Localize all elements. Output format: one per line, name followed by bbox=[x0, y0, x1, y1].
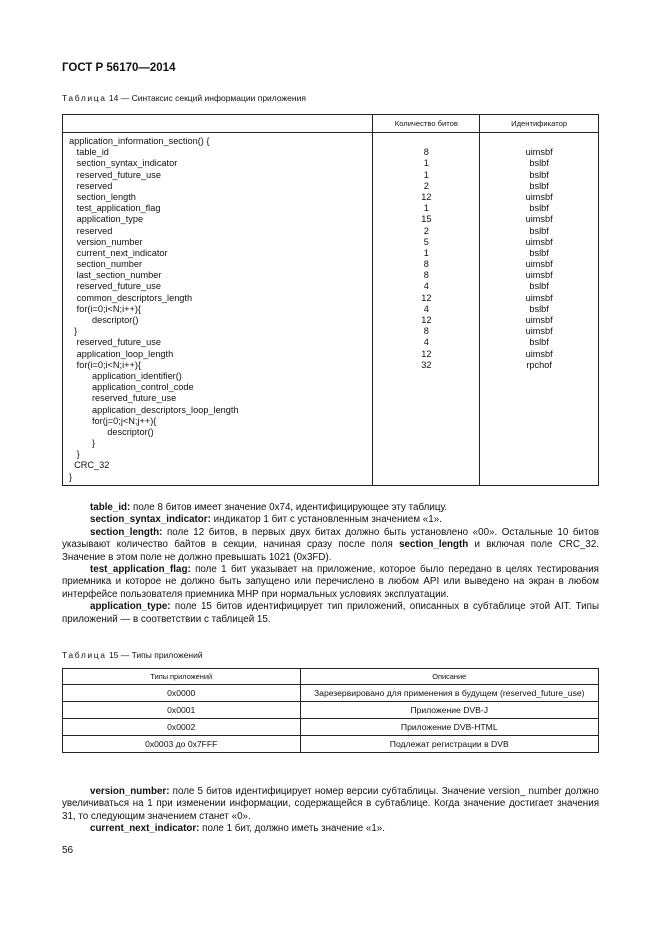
syntax-line: } bbox=[69, 471, 73, 482]
identifier-value: uimsbf bbox=[525, 326, 553, 337]
table15-caption-prefix: Таблица bbox=[62, 650, 107, 660]
bits-value bbox=[373, 472, 479, 483]
identifier-col-header: Идентификатор bbox=[480, 115, 599, 133]
identifier-value: bslbf bbox=[529, 180, 549, 191]
bits-value: 5 bbox=[423, 236, 429, 247]
application-types-table bbox=[62, 668, 599, 753]
syntax-line: last_section_number bbox=[69, 270, 162, 281]
bits-col-header: Количество битов bbox=[373, 115, 480, 133]
identifier-value: uimsbf bbox=[525, 214, 553, 225]
syntax-line: for(i=0;i<N;i++){ bbox=[69, 359, 142, 370]
type-cell: 0x0002 bbox=[63, 719, 301, 736]
identifier-value: bslbf bbox=[529, 281, 549, 292]
identifier-value bbox=[480, 393, 598, 404]
bits-value: 4 bbox=[423, 281, 429, 292]
syntax-line: } bbox=[69, 449, 80, 460]
table14-caption-text: 14 — Синтаксис секций информации приложения bbox=[108, 93, 306, 103]
syntax-line: } bbox=[69, 326, 78, 337]
identifier-value bbox=[480, 382, 598, 393]
term: version_number: bbox=[90, 786, 170, 797]
identifier-value: bslbf bbox=[529, 225, 549, 236]
identifier-value: uimsbf bbox=[525, 147, 553, 158]
page-number: 56 bbox=[62, 845, 74, 856]
identifier-column bbox=[480, 133, 599, 486]
identifier-value: bslbf bbox=[529, 169, 549, 180]
table-row bbox=[63, 719, 599, 736]
bits-column bbox=[373, 133, 480, 486]
bits-value: 12 bbox=[421, 348, 432, 359]
identifier-value: uimsbf bbox=[525, 292, 553, 303]
identifier-value bbox=[480, 371, 598, 382]
description-cell: Приложение DVB-HTML bbox=[300, 719, 599, 736]
syntax-line: reserved bbox=[69, 225, 113, 236]
table15-caption-text: 15 — Типы приложений bbox=[108, 650, 203, 660]
syntax-line: descriptor() bbox=[69, 426, 154, 437]
table15-caption bbox=[62, 650, 203, 660]
bits-value bbox=[373, 382, 479, 393]
bits-value: 8 bbox=[423, 147, 429, 158]
syntax-table bbox=[62, 114, 599, 486]
identifier-value bbox=[480, 460, 598, 471]
bits-value: 8 bbox=[423, 326, 429, 337]
identifier-value: bslbf bbox=[529, 158, 549, 169]
syntax-line: reserved_future_use bbox=[69, 337, 161, 348]
paragraph-current-next-indicator: current_next_indicator: поле 1 бит, должно иметь значение «1». bbox=[90, 823, 385, 835]
bits-value bbox=[373, 449, 479, 460]
syntax-line: section_number bbox=[69, 259, 143, 270]
syntax-line: application_identifier() bbox=[69, 370, 182, 381]
syntax-line: application_control_code bbox=[69, 382, 194, 393]
table14-caption bbox=[62, 93, 306, 103]
type-cell: 0x0001 bbox=[63, 702, 301, 719]
paragraph-test-application-flag: test_application_flag: поле 1 бит указывает на приложение, которое было передано в целях тестирования приемника и которое не должно быть запущено или перечислено в любом API или выведено на экран в любом интерфейсе пользователя приемника МНР при нормальных условиях эксплуатации. bbox=[62, 564, 599, 600]
bits-value bbox=[373, 393, 479, 404]
identifier-value: uimsbf bbox=[525, 315, 553, 325]
bits-value: 2 bbox=[423, 225, 429, 236]
bits-value: 4 bbox=[423, 303, 429, 314]
bits-value: 1 bbox=[423, 203, 429, 214]
syntax-line: CRC_32 bbox=[69, 460, 110, 471]
identifier-value: uimsbf bbox=[525, 191, 553, 202]
identifier-value: bslbf bbox=[529, 337, 549, 348]
bits-value: 1 bbox=[423, 169, 429, 180]
bits-value: 1 bbox=[423, 247, 429, 258]
term: table_id: bbox=[90, 502, 131, 513]
description-col-header: Описание bbox=[300, 669, 599, 685]
syntax-line: application_loop_length bbox=[69, 348, 174, 359]
table-row bbox=[63, 736, 599, 753]
table-row bbox=[63, 685, 599, 702]
description-cell: Зарезервировано для применения в будущем (reserved_future_use) bbox=[300, 685, 599, 702]
bits-value bbox=[373, 405, 479, 416]
syntax-line: test_application_flag bbox=[69, 203, 161, 214]
syntax-line: reserved bbox=[69, 180, 113, 191]
identifier-value: bslbf bbox=[529, 303, 549, 314]
bits-value: 12 bbox=[421, 191, 432, 202]
syntax-line: section_length bbox=[69, 191, 136, 202]
bits-value bbox=[373, 136, 479, 147]
identifier-value bbox=[480, 438, 598, 449]
bits-value: 1 bbox=[423, 158, 429, 169]
table14-caption-prefix: Таблица bbox=[62, 93, 107, 103]
syntax-line: reserved_future_use bbox=[69, 169, 161, 180]
bits-value bbox=[373, 416, 479, 427]
bits-value: 8 bbox=[423, 270, 429, 281]
types-col-header: Типы приложений bbox=[63, 669, 301, 685]
identifier-value: rpchof bbox=[526, 359, 552, 370]
identifier-value bbox=[480, 427, 598, 438]
bits-value bbox=[373, 438, 479, 449]
paragraph-section-length: section_length: поле 12 битов, в первых двух битах должно быть установлено «00». Остальные 10 битов указывают количество байтов в секции, начиная сразу после поля section_length и включая поле CRC_32. Значение в этом поле не должно превышать 1021 (0x3FD). bbox=[62, 526, 599, 563]
identifier-value: uimsbf bbox=[525, 348, 553, 359]
syntax-line: common_descriptors_length bbox=[69, 292, 193, 303]
syntax-line: table_id bbox=[69, 147, 109, 158]
syntax-column bbox=[63, 133, 373, 486]
identifier-value bbox=[480, 136, 598, 147]
identifier-value bbox=[480, 416, 598, 427]
bits-value bbox=[373, 427, 479, 438]
syntax-line: application_descriptors_loop_length bbox=[69, 404, 239, 415]
bits-value bbox=[373, 460, 479, 471]
identifier-value: uimsbf bbox=[525, 259, 553, 270]
table-row bbox=[63, 702, 599, 719]
syntax-line: for(j=0;j<N;j++){ bbox=[69, 415, 157, 426]
description-cell: Приложение DVB-J bbox=[300, 702, 599, 719]
identifier-value bbox=[480, 405, 598, 416]
term: test_application_flag: bbox=[90, 564, 191, 576]
syntax-line: descriptor() bbox=[69, 315, 139, 325]
identifier-value: bslbf bbox=[529, 203, 549, 214]
syntax-line: for(i=0;i<N;i++){ bbox=[69, 303, 142, 314]
syntax-line: current_next_indicator bbox=[69, 247, 168, 258]
syntax-line: application_information_section() { bbox=[69, 136, 210, 146]
syntax-line: section_syntax_indicator bbox=[69, 158, 178, 169]
bits-value: 12 bbox=[421, 292, 432, 303]
term: application_type: bbox=[90, 601, 171, 613]
identifier-value: uimsbf bbox=[525, 236, 553, 247]
syntax-line: version_number bbox=[69, 236, 143, 247]
term: section_length: bbox=[90, 526, 163, 538]
syntax-line: } bbox=[69, 438, 96, 449]
paragraph-application-type: application_type: поле 15 битов идентифицирует тип приложений, описанных в субтаблице этой AIT. Типы приложений — в соответствии с таблицей 15. bbox=[62, 601, 599, 625]
bits-value: 8 bbox=[423, 259, 429, 270]
term: section_length bbox=[399, 539, 469, 551]
bits-value: 15 bbox=[421, 214, 432, 225]
type-cell: 0x0000 bbox=[63, 685, 301, 702]
syntax-col-header bbox=[63, 115, 373, 133]
document-header: ГОСТ Р 56170—2014 bbox=[62, 62, 176, 74]
bits-value: 4 bbox=[423, 337, 429, 348]
paragraph-section-syntax: section_syntax_indicator: индикатор 1 бит с установленным значением «1». bbox=[90, 514, 442, 526]
description-text-2 bbox=[62, 786, 599, 836]
identifier-value: bslbf bbox=[529, 247, 549, 258]
type-cell: 0x0003 до 0x7FFF bbox=[63, 736, 301, 753]
term: current_next_indicator: bbox=[90, 823, 200, 835]
identifier-value: uimsbf bbox=[525, 270, 553, 281]
description-text-1 bbox=[62, 502, 599, 626]
syntax-line: reserved_future_use bbox=[69, 281, 161, 292]
bits-value: 2 bbox=[423, 180, 429, 191]
syntax-line: reserved_future_use bbox=[69, 393, 177, 404]
bits-value: 32 bbox=[421, 359, 432, 370]
bits-value: 12 bbox=[421, 315, 432, 325]
bits-value bbox=[373, 371, 479, 382]
paragraph-table-id: table_id: поле 8 битов имеет значение 0x74, идентифицирующее эту таблицу. bbox=[90, 502, 448, 513]
term: section_syntax_indicator: bbox=[90, 514, 211, 526]
identifier-value bbox=[480, 449, 598, 460]
description-cell: Подлежат регистрации в DVB bbox=[300, 736, 599, 753]
paragraph-version-number: version_number: поле 5 битов идентифицирует номер версии субтаблицы. Значение version_ number должно увеличиваться на 1 при изменении информации, содержащейся в субтаблице. Когда значение достигает значения 31, то следующим значением станет «0». bbox=[62, 786, 599, 822]
syntax-line: application_type bbox=[69, 214, 144, 225]
identifier-value bbox=[480, 472, 598, 483]
